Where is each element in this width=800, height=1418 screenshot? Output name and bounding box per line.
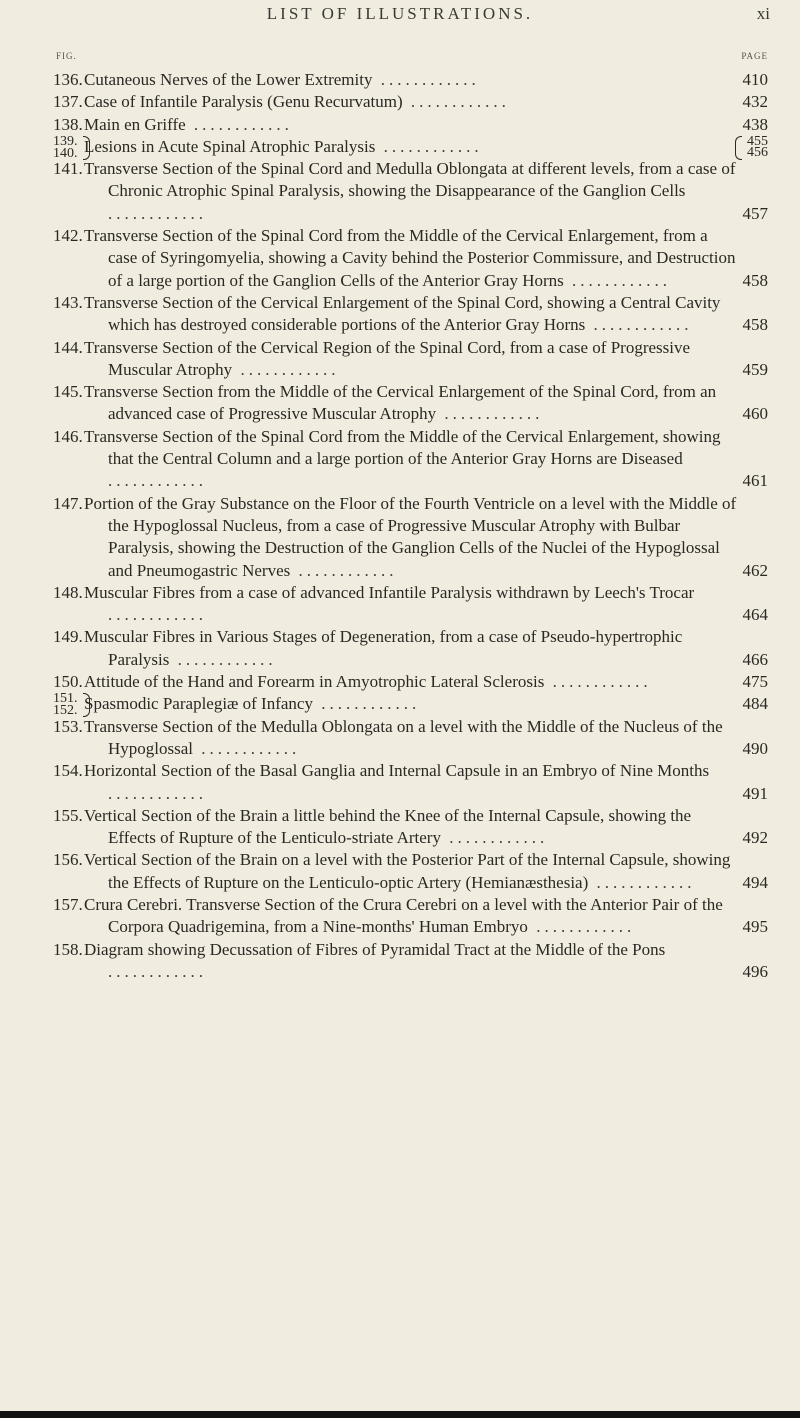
list-item: [0, 69, 800, 91]
caption-text: Transverse Section of the Cervical Enlargement of the Spinal Cord, showing a Central Cavity which has destroyed considerable portions of the Anterior Gray Horns: [84, 292, 721, 335]
leader-dots: ............: [108, 783, 207, 803]
page-reference: 492: [742, 828, 768, 848]
list-item: [0, 939, 800, 984]
figure-caption: [84, 136, 738, 158]
page-column-heading: PAGE: [741, 51, 768, 61]
figure-number: 154.: [53, 761, 83, 781]
list-item: [0, 894, 800, 939]
page-reference: 496: [742, 961, 768, 981]
page-reference: 432: [742, 92, 768, 112]
leader-dots: ............: [544, 672, 652, 692]
figure-number: 144.: [53, 337, 83, 357]
page-reference: 438: [742, 114, 768, 134]
caption-text: Vertical Section of the Brain a little behind the Knee of the Internal Capsule, showing the Effects of Rupture of the Lenticulo-striate Artery: [84, 805, 692, 848]
figure-caption: [84, 671, 738, 693]
figure-number: 136.: [53, 70, 83, 89]
caption-text: Horizontal Section of the Basal Ganglia and Internal Capsule in an Embryo of Nine Months: [84, 761, 710, 781]
page-reference: 457: [742, 203, 768, 223]
right-brace: [83, 136, 90, 160]
list-item: [0, 493, 800, 582]
page-reference: 461: [742, 471, 768, 491]
page-reference: 484: [742, 694, 768, 714]
page-reference: 458: [742, 270, 768, 290]
list-item: [0, 133, 800, 161]
list-item: [0, 158, 800, 225]
figure-number: 146.: [53, 426, 83, 446]
figure-number: 150.: [53, 672, 83, 692]
page-reference: 475: [742, 672, 768, 692]
leader-dots: ............: [402, 92, 510, 112]
page-reference: 491: [742, 783, 768, 803]
list-item: [0, 716, 800, 761]
figure-number: 156.: [53, 850, 83, 870]
figure-caption: [84, 337, 738, 382]
figure-caption: [84, 225, 738, 292]
page-header: [0, 4, 800, 28]
illustration-list: [0, 69, 800, 983]
caption-text: Transverse Section of the Spinal Cord from the Middle of the Cervical Enlargement, from a case of Syringomyelia, showing a Cavity behind the Posterior Commissure, and Destruction of a large portion of the Ganglion Cells of the Anterior Gray Horns: [84, 226, 736, 290]
leader-dots: ............: [185, 114, 293, 134]
leader-dots: ............: [585, 315, 693, 335]
leader-dots: ............: [108, 471, 207, 491]
caption-text: Muscular Fibres in Various Stages of Degeneration, from a case of Pseudo-hypertrophic Paralysis: [84, 627, 683, 669]
figure-caption: [84, 894, 738, 939]
figure-number: 138.: [53, 114, 83, 134]
scan-edge-bar: [0, 1411, 800, 1418]
page-reference: 455: [747, 133, 768, 149]
leader-dots: ............: [290, 560, 398, 580]
leader-dots: ............: [440, 828, 549, 848]
figure-number: 137.: [53, 92, 83, 112]
leader-dots: ............: [108, 961, 207, 981]
caption-text: Transverse Section from the Middle of the Cervical Enlargement of the Spinal Cord, from an advanced case of Progressive Muscular Atrophy: [84, 382, 717, 424]
figure-number: 142.: [53, 226, 83, 246]
figure-caption: [84, 693, 738, 715]
page-reference: 490: [742, 738, 768, 758]
figure-number: 148.: [53, 582, 83, 602]
figure-number: 140.: [53, 145, 78, 161]
page-reference: 464: [742, 605, 768, 625]
list-item: [0, 691, 800, 719]
page-reference: 459: [742, 359, 768, 379]
leader-dots: ............: [527, 917, 636, 937]
list-item: [0, 337, 800, 382]
page-reference: 466: [742, 649, 768, 669]
list-item: [0, 225, 800, 292]
running-title: LIST OF ILLUSTRATIONS.: [266, 4, 534, 23]
caption-text: Case of Infantile Paralysis (Genu Recurvatum): [84, 92, 403, 112]
page-number: xi: [756, 4, 770, 23]
list-item: [0, 760, 800, 805]
leader-dots: ............: [169, 649, 277, 669]
list-item: [0, 849, 800, 894]
figure-caption: [84, 939, 738, 984]
figure-number: 155.: [53, 805, 83, 825]
figure-caption: [84, 716, 738, 761]
caption-text: Crura Cerebri. Transverse Section of the Crura Cerebri on a level with the Anterior Pair of the Corpora Quadrigemina, from a Nine-months' Human Embryo: [84, 894, 723, 937]
list-item: [0, 381, 800, 426]
caption-text: Attitude of the Hand and Forearm in Amyotrophic Lateral Sclerosis: [84, 672, 545, 692]
caption-text: Spasmodic Paraplegiæ of Infancy: [84, 694, 313, 714]
leader-dots: ............: [588, 872, 696, 892]
leader-dots: ............: [312, 694, 421, 714]
figure-number: 147.: [53, 493, 83, 513]
right-brace: [83, 693, 90, 717]
caption-text: Cutaneous Nerves of the Lower Extremity: [84, 70, 373, 89]
leader-dots: ............: [232, 359, 340, 379]
leader-dots: ............: [436, 404, 544, 424]
leader-dots: ............: [372, 70, 480, 89]
caption-text: Transverse Section of the Spinal Cord from the Middle of the Cervical Enlargement, showing that the Central Column and a large portion of the Anterior Gray Horns are Diseased: [84, 426, 721, 469]
figure-caption: [84, 760, 738, 805]
page-reference: 458: [742, 315, 768, 335]
figure-caption: [84, 849, 738, 894]
page-reference-group: [747, 133, 768, 160]
caption-text: Transverse Section of the Spinal Cord and Medulla Oblongata at different levels, from a case of Chronic Atrophic Spinal Paralysis, showing the Disappearance of the Ganglion Cells: [84, 159, 736, 201]
figure-number: 152.: [53, 703, 78, 719]
figure-caption: [84, 582, 738, 627]
figure-caption: [84, 493, 738, 582]
figure-caption: [84, 426, 738, 493]
leader-dots: ............: [193, 738, 301, 758]
caption-text: Transverse Section of the Medulla Oblongata on a level with the Middle of the Nucleus of the Hypoglossal: [84, 716, 723, 758]
figure-number: 151.: [53, 691, 78, 707]
leader-dots: ............: [563, 270, 671, 290]
caption-text: Main en Griffe: [84, 114, 186, 134]
left-brace: [735, 136, 742, 160]
list-item: [0, 114, 800, 136]
caption-text: Muscular Fibres from a case of advanced Infantile Paralysis withdrawn by Leech's Trocar: [84, 582, 695, 602]
list-item: [0, 582, 800, 627]
leader-dots: ............: [108, 605, 207, 625]
caption-text: Portion of the Gray Substance on the Floor of the Fourth Ventricle on a level with the Middle of the Hypoglossal Nucleus, from a case of Progressive Muscular Atrophy with Bulbar Paralysis, showing the Destruction of the Ganglion Cells of the Nuclei of the Hypoglossal and Pneumogastric Nerves: [84, 493, 737, 580]
list-item: [0, 292, 800, 337]
page-reference: 460: [742, 404, 768, 424]
figure-number: 145.: [53, 382, 83, 402]
figure-number: 157.: [53, 894, 83, 914]
leader-dots: ............: [108, 203, 207, 223]
figure-number: 141.: [53, 159, 83, 179]
list-item: [0, 805, 800, 850]
figure-number: 139.: [53, 133, 78, 149]
figure-caption: [84, 158, 738, 225]
list-item: [0, 426, 800, 493]
figure-caption: [84, 805, 738, 850]
list-item: [0, 626, 800, 671]
figure-number: 149.: [53, 627, 83, 647]
page-reference: 410: [742, 70, 768, 89]
page-reference: 494: [742, 872, 768, 892]
caption-text: Diagram showing Decussation of Fibres of Pyramidal Tract at the Middle of the Pons: [84, 939, 666, 959]
figure-number: 143.: [53, 292, 83, 312]
page-reference: 495: [742, 917, 768, 937]
leader-dots: ............: [375, 136, 483, 156]
list-item: [0, 91, 800, 113]
fig-column-heading: FIG.: [56, 51, 77, 61]
figure-caption: [84, 91, 738, 113]
page-reference: 462: [742, 560, 768, 580]
caption-text: Lesions in Acute Spinal Atrophic Paralysis: [84, 136, 376, 156]
figure-caption: [84, 69, 738, 91]
figure-number: 158.: [53, 939, 83, 959]
list-item: [0, 671, 800, 693]
page-reference: 456: [747, 144, 768, 160]
figure-caption: [84, 381, 738, 426]
figure-caption: [84, 626, 738, 671]
caption-text: Transverse Section of the Cervical Region of the Spinal Cord, from a case of Progressive Muscular Atrophy: [84, 337, 691, 379]
figure-number: 153.: [53, 716, 83, 736]
caption-text: Vertical Section of the Brain on a level with the Posterior Part of the Internal Capsule, showing the Effects of Rupture on the Lenticulo-optic Artery (Hemianæsthesia): [84, 850, 731, 892]
figure-caption: [84, 114, 738, 136]
figure-caption: [84, 292, 738, 337]
